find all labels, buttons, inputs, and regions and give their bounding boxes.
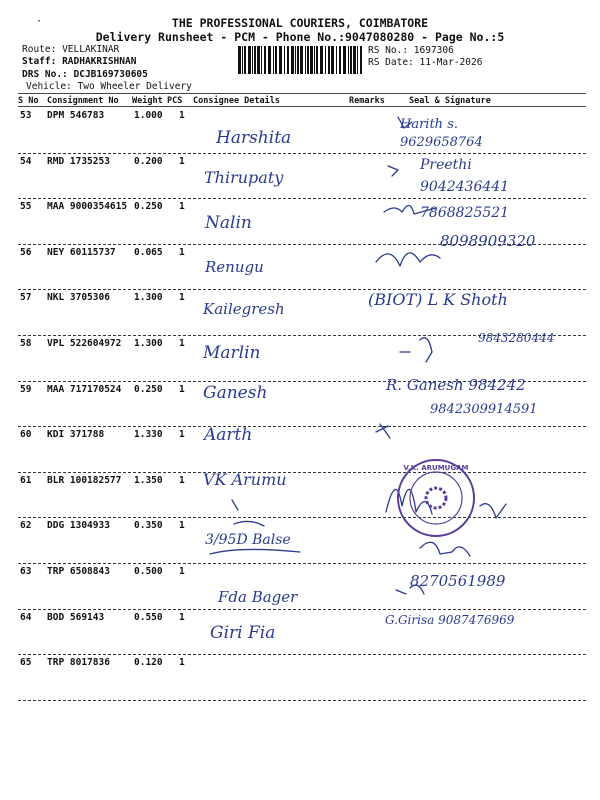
col-weight: Weight: [132, 96, 163, 106]
stamp-text: V.K. ARUMUGAM: [403, 464, 469, 472]
col-seal: Seal & Signature: [409, 96, 491, 106]
row-sno: 54: [20, 155, 32, 167]
col-consignment: Consignment No: [47, 96, 119, 106]
row-weight: 0.200: [134, 155, 163, 167]
vehicle-value: Two Wheeler Delivery: [77, 81, 192, 92]
row-consignment: TRP 6508843: [47, 566, 110, 577]
consignee-handwriting: Harshita: [216, 128, 292, 148]
row-sno: 58: [20, 338, 32, 349]
row-pcs: 1: [179, 566, 185, 577]
row-sno: 60: [20, 429, 32, 441]
signature-handwriting: R. Ganesh 984242: [386, 376, 526, 394]
row-sno: 59: [20, 383, 32, 395]
signature-handwriting: (BIOT) L K Shoth: [368, 290, 508, 309]
row-consignment: NEY 60115737: [47, 246, 116, 258]
col-pcs: PCS: [167, 96, 183, 106]
row-weight: 0.250: [134, 201, 163, 213]
row-pcs: 1: [179, 383, 185, 395]
rs-no-value: 1697306: [413, 45, 454, 56]
consignee-handwriting: Ganesh: [203, 383, 268, 403]
row-consignment: DDG 1304933: [47, 520, 110, 532]
col-remarks: Remarks: [349, 96, 385, 106]
row-weight: 0.250: [134, 383, 163, 395]
row-weight: 0.350: [134, 520, 163, 532]
drs-label: DRS No.:: [22, 69, 68, 80]
signature-handwriting: 8098909320: [440, 232, 536, 250]
row-sno: 57: [20, 292, 32, 304]
consignee-handwriting: Nalin: [205, 213, 252, 233]
row-weight: 0.500: [134, 566, 163, 577]
consignee-handwriting: Aarth: [204, 425, 253, 445]
row-weight: 1.300: [134, 292, 163, 304]
signature-handwriting: G.Girisa 9087476969: [385, 613, 515, 627]
row-consignment: VPL 522604972: [47, 338, 122, 349]
row-pcs: 1: [179, 155, 185, 167]
consignee-handwriting: Renugu: [205, 258, 264, 276]
consignee-handwriting: VK Arumu: [203, 470, 287, 489]
stray-mark: ·: [36, 16, 43, 27]
row-consignment: BLR 100182577: [47, 474, 122, 486]
row-consignment: BOD 569143: [47, 611, 105, 623]
consignee-handwriting: Kailegresh: [203, 300, 285, 318]
row-sno: 55: [20, 201, 32, 213]
row-consignment: RMD 1735253: [47, 155, 110, 167]
row-pcs: 1: [179, 474, 185, 486]
row-weight: 1.300: [134, 338, 163, 349]
row-sno: 62: [20, 520, 32, 532]
row-weight: 1.350: [134, 474, 163, 486]
staff-value: RADHAKRISHNAN: [62, 56, 137, 67]
signature-handwriting: 7868825521: [420, 205, 510, 221]
signature-handwriting: 8270561989: [410, 572, 506, 590]
consignee-handwriting: 3/95D Balse: [205, 532, 291, 548]
route-value: VELLAKINAR: [62, 44, 120, 55]
signature-handwriting: 9842309914591: [430, 402, 538, 417]
col-consignee: Consignee Details: [193, 96, 280, 106]
route-label: Route:: [22, 44, 57, 55]
row-pcs: 1: [179, 338, 185, 349]
col-sno: S No: [18, 96, 39, 106]
row-sno: 64: [20, 611, 32, 623]
signature-handwriting: 9843280444: [478, 331, 555, 345]
rs-date-label: RS Date:: [368, 57, 414, 68]
rs-date-value: 11-Mar-2026: [419, 57, 483, 68]
staff-label: Staff:: [22, 56, 57, 67]
row-consignment: NKL 3705306: [47, 292, 110, 304]
row-pcs: 1: [179, 110, 185, 121]
row-weight: 1.000: [134, 110, 163, 121]
signature-handwriting: Harith s. 9629658764: [400, 117, 483, 150]
row-pcs: 1: [179, 246, 185, 258]
row-consignment: MAA 717170524: [47, 383, 122, 395]
row-weight: 0.550: [134, 611, 163, 623]
row-consignment: DPM 546783: [47, 110, 105, 121]
consignee-handwriting: Fda Bager: [218, 588, 298, 606]
row-sno: 56: [20, 246, 32, 258]
consignee-handwriting: Thirupaty: [204, 168, 284, 187]
row-sno: 61: [20, 474, 32, 486]
row-consignment: MAA 9000354615: [47, 201, 128, 213]
row-sno: 53: [20, 110, 32, 121]
rs-no-label: RS No.:: [368, 45, 409, 56]
drs-value: DCJB169730605: [73, 69, 148, 80]
vehicle-label: Vehicle:: [26, 81, 72, 92]
row-pcs: 1: [179, 292, 185, 304]
row-weight: 1.330: [134, 429, 163, 441]
row-weight: 0.065: [134, 246, 163, 258]
company-stamp: [394, 456, 478, 540]
company-title: THE PROFESSIONAL COURIERS, COIMBATORE: [171, 16, 429, 30]
row-consignment: TRP 8017836: [47, 657, 110, 669]
consignee-handwriting: Marlin: [203, 343, 261, 363]
row-sno: 65: [20, 657, 32, 669]
row-pcs: 1: [179, 520, 185, 532]
row-consignment: KDI 371788: [47, 429, 105, 441]
row-pcs: 1: [179, 611, 185, 623]
row-sno: 63: [20, 566, 32, 577]
row-pcs: 1: [179, 429, 185, 441]
signature-handwriting: Preethi 9042436441: [420, 157, 510, 195]
row-weight: 0.120: [134, 657, 163, 669]
consignee-handwriting: Giri Fia: [210, 623, 276, 643]
runsheet-subtitle: Delivery Runsheet - PCM - Phone No.:9047080280 - Page No.:5: [95, 30, 505, 44]
row-pcs: 1: [179, 201, 185, 213]
row-pcs: 1: [179, 657, 185, 669]
